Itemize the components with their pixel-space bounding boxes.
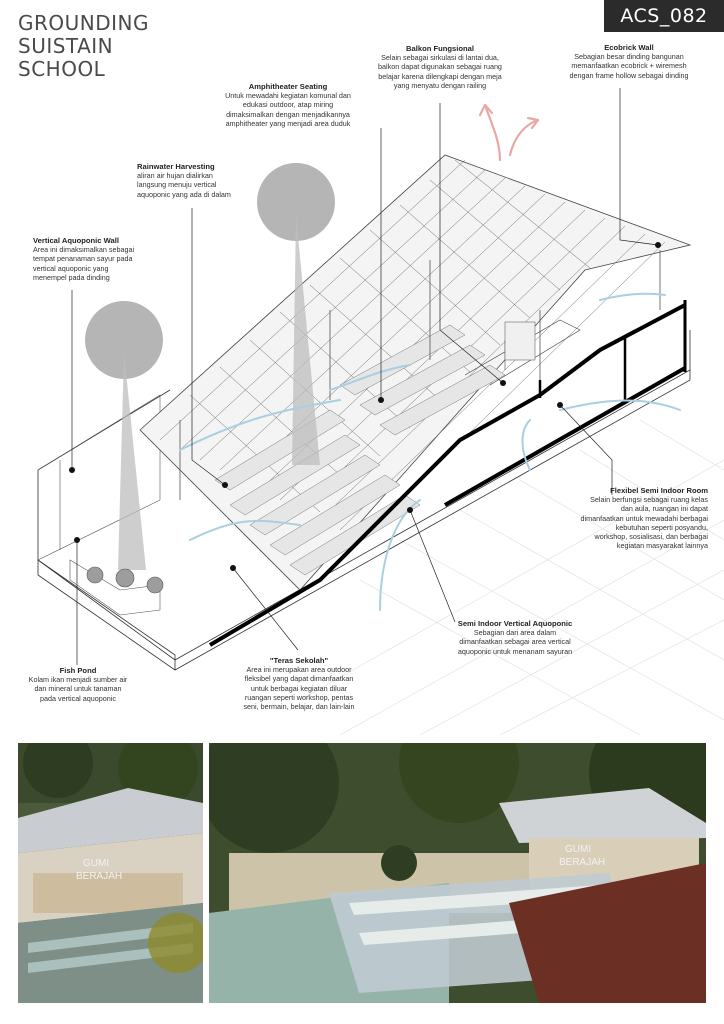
annotation-vertical-wall-line: tempat penanaman sayur pada (33, 254, 133, 264)
annotation-fishpond (18, 666, 138, 703)
annotation-flexibel-line: kegiatan masyarakat lainnya (616, 541, 708, 551)
annotation-ecobrick (548, 43, 710, 80)
annotation-teras-title: "Teras Sekolah" (269, 656, 329, 665)
render-photo-left (18, 743, 203, 1003)
annotation-flexibel-line: workshop, sosialisasi, dan berbagai (594, 532, 708, 542)
right-sign-line-1: GUMI (565, 844, 592, 855)
annotation-fishpond-line: pada vertical aquoponic (40, 693, 116, 703)
right-sign-line-2: BERAJAH (559, 857, 606, 868)
annotation-amphitheater-line: edukasi outdoor, atap miring (242, 100, 334, 110)
project-code-badge: ACS_082 (604, 0, 724, 32)
annotation-flexibel (530, 486, 708, 550)
annotation-flexibel-line: kebutuhan seperti posyandu, (615, 522, 708, 532)
annotation-teras-line: untuk berbagai kegiatan diluar (250, 683, 348, 693)
annotation-balkon-line: belajar karena dilengkapi dengan meja (378, 71, 502, 81)
annotation-teras-line: Area ini merupakan area outdoor (246, 665, 352, 675)
annotation-flexibel-title: Flexibel Semi Indoor Room (610, 486, 708, 495)
annotation-amphitheater-line: dimaksimalkan dengan menjadikannya (226, 109, 350, 119)
annotation-rainwater-line: aliran air hujan dialirkan (137, 171, 213, 181)
annotation-rainwater-line: langsung menuju vertical (137, 180, 217, 190)
annotation-fishpond-line: Kolam ikan menjadi sumber air (28, 675, 128, 685)
annotation-fishpond-line: dan mineral untuk tanaman (34, 684, 122, 694)
title-line-3: SCHOOL (18, 57, 106, 81)
left-sign-line-2: BERAJAH (76, 871, 123, 882)
annotation-ecobrick-title: Ecobrick Wall (604, 43, 654, 52)
annotation-rainwater (137, 162, 277, 199)
annotation-vertical-wall (33, 236, 183, 282)
annotation-semi-indoor-title: Semi Indoor Vertical Aquoponic (457, 619, 573, 628)
annotation-vertical-wall-line: menempel pada dinding (33, 272, 110, 282)
annotation-teras (222, 656, 376, 711)
annotation-flexibel-line: dan aula, ruangan ini dapat (620, 504, 708, 514)
annotation-flexibel-line: Selain berfungsi sebagai ruang kelas (590, 495, 708, 505)
annotation-amphitheater (205, 82, 371, 128)
annotation-vertical-wall-line: Area ini dimaksimalkan sebagai (33, 245, 135, 255)
annotation-ecobrick-line: Sebagian besar dinding bangunan (574, 52, 684, 62)
annotation-balkon-line: yang menyatu dengan railing (393, 80, 487, 90)
annotation-semi-indoor-line: aquoponic untuk menanam sayuran (457, 646, 573, 656)
hot-air-arrows (480, 105, 538, 160)
annotation-balkon-line: balkon dapat digunakan sebagai ruang (378, 62, 502, 72)
annotation-teras-line: ruangan seperti workshop, pentas (244, 692, 354, 702)
annotation-balkon-line: Selain sebagai sirkulasi di lantai dua, (381, 53, 499, 63)
annotation-semi-indoor-line: dimanfaatkan sebagai area vertical (459, 637, 571, 647)
annotation-flexibel-line: dimanfaatkan untuk mewadahi berbagai (580, 513, 708, 523)
annotation-balkon-title: Balkon Fungsional (406, 44, 474, 53)
annotation-amphitheater-line: amphitheater yang menjadi area duduk (225, 118, 351, 128)
annotation-teras-line: seni, bermain, belajar, dan lain-lain (243, 702, 355, 712)
annotation-ecobrick-line: memanfaatkan ecobrick + wiremesh (571, 61, 687, 71)
annotation-amphitheater-line: Untuk mewadahi kegiatan komunal dan (225, 91, 351, 101)
annotation-semi-indoor-line: Sebagian dari area dalam (473, 628, 557, 638)
title-line-2: SUISTAIN (18, 34, 114, 58)
render-photo-right (209, 743, 706, 1003)
annotation-vertical-wall-title: Vertical Aquoponic Wall (33, 236, 119, 245)
annotation-semi-indoor (415, 619, 615, 656)
annotation-teras-line: fleksibel yang dapat dimanfaatkan (244, 674, 354, 684)
title-line-1: GROUNDING (18, 11, 149, 35)
annotation-rainwater-line: aquoponic yang ada di dalam (137, 189, 231, 199)
annotation-rainwater-title: Rainwater Harvesting (137, 162, 215, 171)
annotation-vertical-wall-line: vertical aquoponic yang (33, 263, 109, 273)
annotation-ecobrick-line: dengan frame hollow sebagai dinding (569, 70, 689, 80)
annotation-amphitheater-title: Amphitheater Seating (248, 82, 328, 91)
annotation-fishpond-title: Fish Pond (59, 666, 97, 675)
left-sign-line-1: GUMI (83, 858, 110, 869)
